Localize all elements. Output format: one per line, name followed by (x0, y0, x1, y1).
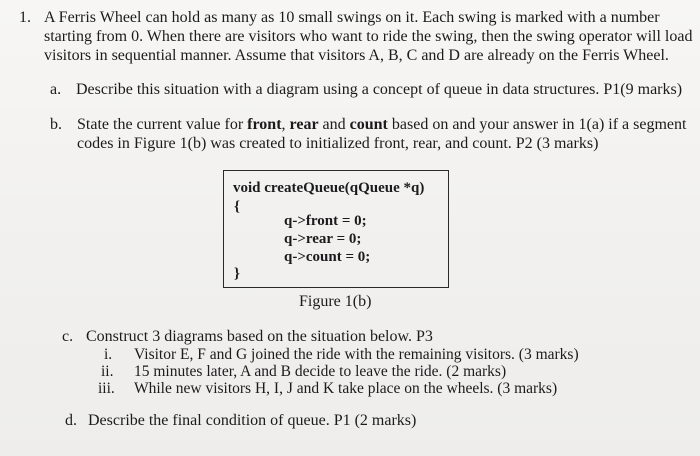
part-b-line-2: codes in Figure 1(b) was created to initialized front, rear, and count. P2 (3 marks) (77, 135, 599, 152)
code-open-brace: { (234, 199, 240, 215)
code-signature: void createQueue(qQueue *q) (233, 180, 425, 196)
question-number: 1. (19, 9, 31, 26)
part-c-item-2-text: 15 minutes later, A and B decide to leave the ride. (2 marks) (134, 363, 507, 380)
intro-line-3: visitors in sequential manner. Assume that visitors A, B, C and D are already on the Ferris Wheel. (44, 47, 669, 64)
code-close-brace: } (234, 266, 240, 282)
part-b-label: b. (50, 116, 62, 133)
part-a-text: Describe this situation with a diagram using a concept of queue in data structures. P1(9 marks) (76, 81, 683, 98)
part-c-item-1-text: Visitor E, F and G joined the ride with the remaining visitors. (3 marks) (134, 346, 579, 363)
part-b-text-post: based on and your answer in 1(a) if a segment (387, 116, 687, 133)
part-b-and: and (318, 116, 350, 133)
intro-line-2: starting from 0. When there are visitors who want to ride the swing, then the swing operator will load (44, 28, 693, 45)
keyword-rear: rear (289, 116, 319, 133)
part-b-comma: , (281, 116, 290, 133)
code-figure-box (223, 170, 449, 288)
keyword-count: count (349, 116, 388, 133)
part-c-item-3-text: While new visitors H, I, J and K take place on the wheels. (3 marks) (134, 380, 558, 397)
part-c-item-3-label: iii. (98, 380, 115, 397)
part-b-text-pre: State the current value for (77, 116, 248, 133)
part-c-label: c. (62, 328, 74, 345)
code-line-front: q->front = 0; (284, 213, 367, 229)
intro-line-1: A Ferris Wheel can hold as many as 10 small swings on it. Each swing is marked with a number (44, 9, 660, 26)
figure-caption: Figure 1(b) (299, 293, 372, 310)
part-c-item-1-label: i. (104, 346, 113, 363)
code-line-rear: q->rear = 0; (284, 231, 362, 247)
part-a-label: a. (50, 81, 62, 98)
part-b-line-1 (77, 115, 686, 134)
part-c-item-2-label: ii. (101, 363, 114, 380)
part-c-text: Construct 3 diagrams based on the situation below. P3 (86, 328, 433, 345)
code-line-count: q->count = 0; (284, 249, 371, 265)
keyword-front: front (247, 116, 282, 133)
part-d-text: Describe the final condition of queue. P1 (2 marks) (88, 412, 417, 429)
part-d-label: d. (65, 412, 77, 429)
